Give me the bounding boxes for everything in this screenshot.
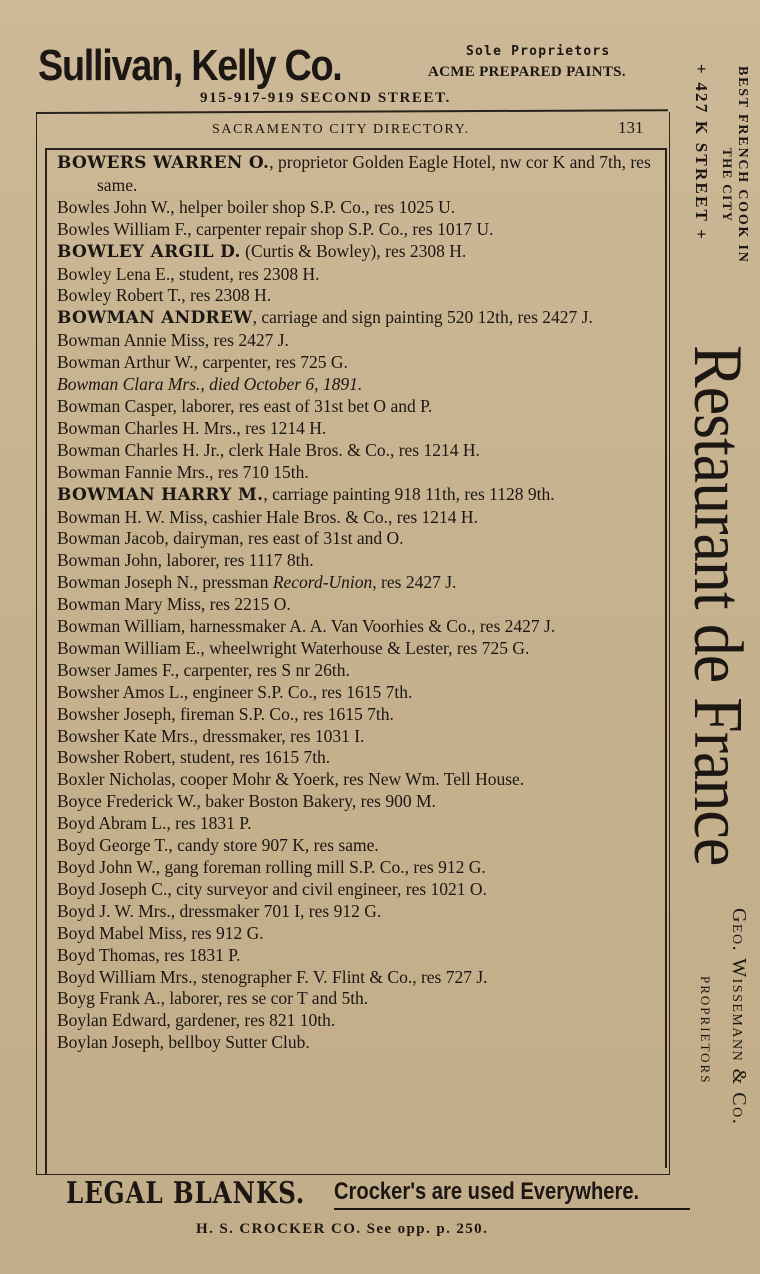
entry-name: Boyd John W. — [57, 857, 156, 877]
entry-name: Bowley Robert T. — [57, 285, 182, 306]
directory-entry — [57, 988, 665, 1010]
entry-details: , pressman — [193, 572, 273, 593]
entry-details: , res 2308 H. — [181, 285, 272, 306]
entry-details: , cashier Hale Bros. & Co., res 1214 H. — [203, 506, 478, 527]
entry-employer-italic: Record-Union — [272, 572, 373, 593]
directory-entry — [57, 769, 665, 791]
entry-details: , gardener, res 821 10th. — [166, 1010, 336, 1031]
entry-details: , stenographer F. V. Flint & Co., res 727 J. — [192, 966, 488, 987]
header-rule — [45, 148, 667, 150]
entry-name: Bowman Joseph N. — [57, 572, 194, 593]
directory-entry — [57, 879, 665, 901]
entry-details: , res 2427 J. — [204, 330, 289, 351]
entry-name: BOWMAN ANDREW — [57, 308, 253, 329]
directory-entry — [57, 241, 665, 264]
side-ad-best-cook: BEST FRENCH COOK IN — [735, 66, 750, 264]
entry-name: Boyd William Mrs. — [57, 966, 193, 987]
directory-entry — [57, 857, 665, 879]
directory-entry — [57, 197, 665, 219]
directory-entry — [57, 813, 665, 835]
ad-sole-proprietors: Sole Proprietors — [466, 44, 611, 59]
entry-details: , dressmaker, res 1031 I. — [193, 725, 365, 746]
entry-name: Bowman Annie Miss — [57, 330, 205, 351]
directory-entry — [57, 726, 665, 748]
entry-details: , proprietor Golden Eagle Hotel, nw cor K and 7th, res same. — [97, 152, 651, 195]
entry-name: Bowles William F. — [57, 218, 188, 239]
ad-see-opposite: H. S. CROCKER CO. See opp. p. 250. — [196, 1221, 489, 1237]
entry-name: Bowman William — [57, 616, 181, 637]
entry-name: Boyd Mabel Miss — [57, 922, 183, 943]
entry-name: Bowsher Kate Mrs. — [57, 725, 194, 746]
entry-name: Bowser James F. — [57, 659, 175, 680]
directory-entry — [57, 945, 665, 967]
directory-entry — [57, 747, 665, 769]
entry-details: , dressmaker 701 I, res 912 G. — [170, 900, 382, 921]
entry-name: Bowman Fannie Mrs. — [57, 461, 210, 482]
directory-entry — [57, 264, 665, 286]
entry-details: , res 1831 P. — [155, 944, 241, 965]
entry-details: , laborer, res 1117 8th. — [157, 550, 314, 571]
directory-entry — [57, 352, 665, 374]
entry-details: (Curtis & Bowley), res 2308 H. — [240, 240, 467, 261]
entry-name: Bowsher Joseph — [57, 703, 172, 724]
directory-entry — [57, 923, 665, 945]
entry-details: , gang foreman rolling mill S.P. Co., res 912 G. — [155, 857, 486, 877]
entry-name: Boyd Abram L. — [57, 813, 167, 834]
entry-name: BOWLEY ARGIL D. — [57, 241, 241, 262]
entry-name: Boxler Nicholas — [57, 769, 172, 790]
entry-name: Bowsher Robert — [57, 747, 172, 768]
side-ad-street: + 427 K STREET + — [692, 64, 711, 242]
entry-details: , harnessmaker A. A. Van Voorhies & Co., res 2427 J. — [180, 616, 556, 637]
entry-details: , res 1831 P. — [166, 813, 252, 834]
entry-name: Boylan Joseph — [57, 1032, 160, 1053]
directory-entry — [57, 330, 665, 352]
entry-details: , carriage painting 918 11th, res 1128 9th. — [263, 483, 555, 504]
entry-details: , res 912 G. — [182, 922, 264, 943]
entry-details: , carpenter repair shop S.P. Co., res 1017 U. — [187, 218, 494, 239]
entry-details: , died October 6, 1891. — [200, 374, 363, 395]
entry-name: Bowles John W. — [57, 196, 171, 217]
directory-entry — [57, 484, 665, 507]
entry-name: Bowman H. W. Miss — [57, 506, 204, 527]
ad-company-name: Sullivan, Kelly Co. — [38, 41, 342, 90]
directory-entry — [57, 901, 665, 923]
entry-details: , student, res 1615 7th. — [171, 747, 331, 768]
entry-name: Bowman Charles H. Mrs. — [57, 417, 237, 438]
entry-name: Boyg Frank A. — [57, 988, 161, 1009]
page-number: 131 — [618, 118, 644, 137]
entry-details: , carriage and sign painting 520 12th, res 2427 J. — [252, 307, 593, 328]
entry-details: , helper boiler shop S.P. Co., res 1025 U. — [170, 196, 456, 217]
entry-name: Boyd George T. — [57, 835, 169, 856]
entry-name: Bowman Mary Miss — [57, 594, 201, 615]
directory-entry — [57, 396, 665, 418]
entry-name: Boyd J. W. Mrs. — [57, 900, 171, 921]
entry-details: , carpenter, res 725 G. — [193, 352, 348, 373]
directory-entry — [57, 660, 665, 682]
entry-details: , clerk Hale Bros. & Co., res 1214 H. — [219, 439, 480, 460]
directory-entry — [57, 418, 665, 440]
entry-details: , laborer, res se cor T and 5th. — [160, 988, 369, 1009]
entry-name: Bowman William E. — [57, 637, 201, 658]
entry-details: , wheelwright Waterhouse & Lester, res 725 G. — [200, 637, 530, 658]
directory-entry — [57, 791, 665, 813]
entry-details: , res 1214 H. — [236, 417, 327, 438]
entry-details: , bellboy Sutter Club. — [159, 1032, 310, 1053]
directory-entry — [57, 835, 665, 857]
entry-name: Boyce Frederick W. — [57, 791, 197, 812]
entry-name: Bowman Casper — [57, 395, 173, 416]
directory-entry — [57, 572, 665, 594]
directory-entry — [57, 219, 665, 241]
entry-details: , student, res 2308 H. — [170, 263, 320, 284]
directory-entry — [57, 440, 665, 462]
entry-details: , baker Boston Bakery, res 900 M. — [196, 791, 436, 812]
entry-details-tail: , res 2427 J. — [372, 572, 457, 593]
directory-entries — [57, 152, 665, 1054]
directory-entry — [57, 285, 665, 307]
entry-details: , city surveyor and civil engineer, res 1021 O. — [167, 878, 487, 899]
entry-name: Boyd Thomas — [57, 944, 156, 965]
ad-address: 915-917-919 SECOND STREET. — [200, 90, 451, 106]
directory-entry — [57, 1010, 665, 1032]
ad-legal-blanks: LEGAL BLANKS. — [66, 1176, 306, 1211]
side-ad-proprietors: PROPRIETORS — [698, 976, 713, 1085]
running-head: SACRAMENTO CITY DIRECTORY. — [212, 122, 470, 137]
directory-entry — [57, 374, 665, 396]
entry-details: , cooper Mohr & Yoerk, res New Wm. Tell House. — [171, 769, 525, 790]
entry-details: , dairyman, res east of 31st and O. — [164, 528, 404, 549]
entry-name: Bowman Arthur W. — [57, 352, 194, 373]
directory-entry — [57, 152, 665, 197]
entry-details: , res 710 15th. — [209, 461, 309, 482]
directory-entry — [57, 594, 665, 616]
entry-name: BOWMAN HARRY M. — [57, 484, 264, 505]
directory-entry — [57, 462, 665, 484]
directory-entry — [57, 682, 665, 704]
directory-entry — [57, 550, 665, 572]
ad-bottom-rule — [334, 1208, 690, 1210]
entry-name: BOWERS WARREN O. — [57, 153, 270, 173]
entry-name: Boylan Edward — [57, 1010, 167, 1031]
entry-name: Bowman Clara Mrs. — [57, 374, 201, 395]
directory-entry — [57, 507, 665, 529]
entry-details: , candy store 907 K, res same. — [168, 835, 379, 856]
directory-entry — [57, 307, 665, 330]
directory-entry — [57, 638, 665, 660]
directory-entry — [57, 616, 665, 638]
directory-entry — [57, 528, 665, 550]
entry-details: , carpenter, res S nr 26th. — [174, 659, 350, 680]
frame-inner-left-rule — [45, 148, 47, 1174]
entry-name: Bowman Charles H. Jr. — [57, 439, 220, 460]
side-ad-restaurant-name: Restaurant de France — [679, 345, 758, 866]
entry-name: Bowsher Amos L. — [57, 681, 184, 702]
entry-details: , engineer S.P. Co., res 1615 7th. — [183, 681, 413, 702]
frame-inner-right-rule — [665, 148, 667, 1168]
entry-name: Bowman John — [57, 550, 158, 571]
entry-details: , laborer, res east of 31st bet O and P. — [172, 395, 433, 416]
entry-name: Boyd Joseph C. — [57, 878, 168, 899]
side-ad-owners: Geo. Wissemann & Co. — [728, 908, 750, 1126]
directory-entry — [57, 967, 665, 989]
directory-entry — [57, 704, 665, 726]
entry-details: , fireman S.P. Co., res 1615 7th. — [171, 703, 394, 724]
entry-details: , res 2215 O. — [200, 594, 291, 615]
side-ad-the-city: THE CITY — [720, 148, 735, 223]
directory-entry — [57, 1032, 665, 1054]
entry-name: Bowley Lena E. — [57, 263, 171, 284]
ad-paints: ACME PREPARED PAINTS. — [428, 64, 626, 80]
entry-name: Bowman Jacob — [57, 528, 165, 549]
ad-crocker-slogan: Crocker's are used Everywhere. — [334, 1178, 640, 1205]
